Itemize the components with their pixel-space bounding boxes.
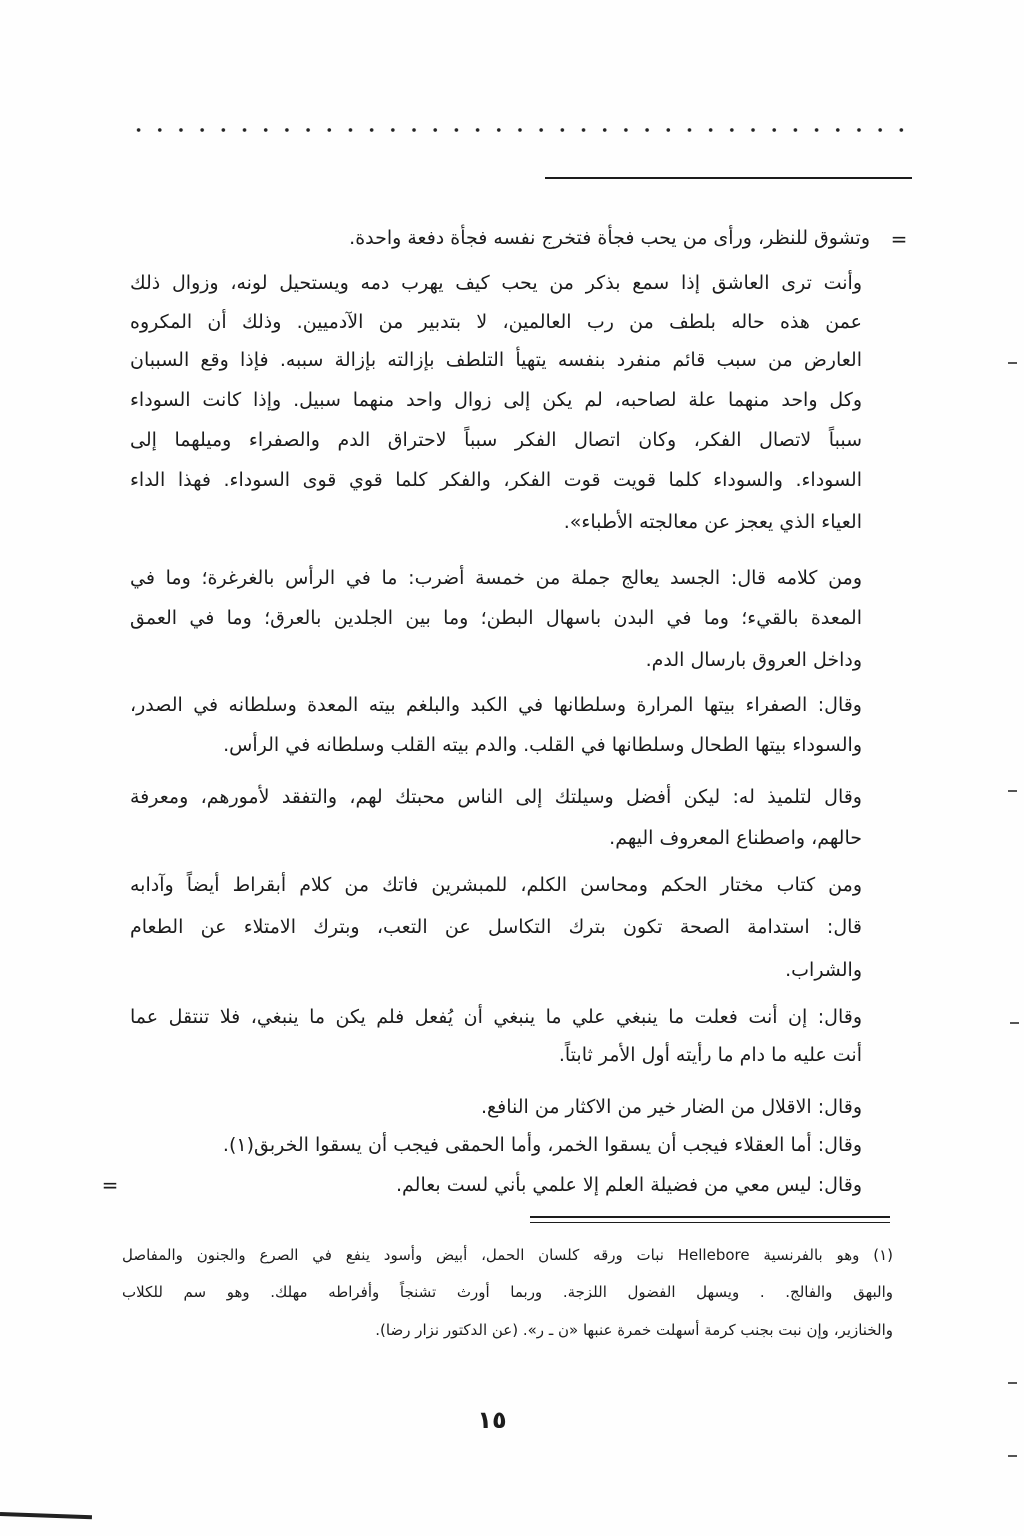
page-number: ١٥ — [477, 1406, 507, 1434]
saying-line: وقال: ليس معي من فضيلة العلم إلا علمي بأني لست بعالم. — [395, 1174, 862, 1196]
paragraph-line: السوداء. والسوداء كلما قويت قوت الفكر، والفكر كلما قوي قوى السوداء. فهذا الداء — [130, 469, 862, 491]
dotted-separator — [128, 127, 912, 133]
scan-mark — [1008, 790, 1017, 792]
continuation-mark: = — [890, 227, 908, 251]
saying-line: وقال: أما العقلاء فيجب أن يسقوا الخمر، وأما الحمقى فيجب أن يسقوا الخربق(١). — [222, 1134, 862, 1156]
scan-mark — [1008, 1382, 1017, 1384]
end-continuation-mark: = — [101, 1173, 119, 1197]
paragraph-line: وقال: الصفراء بيتها المرارة وسلطانها في الكبد والبلغم بيته المعدة وسلطانه في الصدر، — [130, 694, 862, 716]
paragraph-line: سبباً لاتصال الفكر، وكان اتصال الفكر سبباً لاحتراق الدم والصفراء وميلهما إلى — [130, 429, 862, 451]
paragraph-line: وقال لتلميذ له: ليكن أفضل وسيلتك إلى الناس محبتك لهم، والتفقد لأمورهم، ومعرفة — [130, 786, 862, 808]
scan-mark — [1010, 1022, 1019, 1024]
continuation-line: وتشوق للنظر، ورأى من يحب فجأة فتخرج نفسه فجأة دفعة واحدة. — [349, 227, 870, 249]
paragraph-line: عمن هذه حاله بلطف من رب العالمين، لا بتدبير من الآدميين. وذلك أن المكروه — [130, 311, 862, 333]
footnote-rule-top — [530, 1216, 890, 1218]
footnote-line: والخنازير، وإن نبت بجنب كرمة أسهلت خمرة عنبها «ن ـ ر». (عن الدكتور نزار رضا). — [375, 1321, 893, 1339]
footnote-line: والبهق والفالج. . ويسهل الفضول اللزجة. وربما أورث تشنجاً وأفراطه مهلك. وهو سم للكلاب — [122, 1283, 893, 1301]
header-rule — [545, 177, 912, 179]
paragraph-line: والسوداء بيتها الطحال وسلطانها في القلب. والدم بيته القلب وسلطانه في الرأس. — [223, 734, 862, 756]
paragraph-line: العياء الذي يعجز عن معالجته الأطباء». — [563, 511, 862, 533]
paragraph-line: وقال: إن أنت فعلت ما ينبغي علي ما ينبغي أن يُفعل فلم يكن ما ينبغي، فلا تنتقل عما — [130, 1006, 862, 1028]
paragraph-line: قال: استدامة الصحة تكون بترك التكاسل عن التعب، وبترك الامتلاء عن الطعام — [130, 916, 862, 938]
paragraph-line: وكل واحد منهما علة لصاحبه، لم يكن إلى زوال واحد منهما سبيل. وإذا كانت السوداء — [130, 389, 862, 411]
scan-mark — [1008, 1455, 1017, 1457]
paragraph-line: حالهم، واصطناع المعروف اليهم. — [609, 827, 862, 849]
footnote-line: (١) وهو بالفرنسية Hellebore نبات ورقه كلسان الحمل، أبيض وأسود ينفع في الصرع والجنون والمفاصل — [122, 1246, 893, 1264]
scan-mark — [1008, 362, 1017, 364]
paragraph-line: وأنت ترى العاشق إذا سمع بذكر من يحب كيف يهرب دمه ويستحيل لونه، وزوال ذلك — [130, 272, 862, 294]
paragraph-line: والشراب. — [785, 959, 862, 981]
paragraph-line: ومن كلامه قال: الجسد يعالج جملة من خمسة أضرب: ما في الرأس بالغرغرة؛ وما في — [130, 567, 862, 589]
footnote-rule-bottom — [530, 1222, 890, 1223]
paragraph-line: ومن كتاب مختار الحكم ومحاسن الكلم، للمبشرين فاتك من كلام أبقراط أيضاً وآدابه — [130, 874, 862, 896]
paragraph-line: المعدة بالقيء؛ وما في البدن باسهال البطن؛ وما بين الجلدين بالعرق؛ وما في العمق — [130, 607, 862, 629]
scan-edge-shadow — [0, 1512, 92, 1519]
saying-line: وقال: الاقلال من الضار خير من الاكثار من النافع. — [481, 1096, 862, 1118]
paragraph-line: وداخل العروق بارسال الدم. — [645, 649, 862, 671]
paragraph-line: أنت عليه ما دام ما رأيته أول الأمر ثابتاً. — [558, 1044, 862, 1066]
paragraph-line: العارض من سبب قائم منفرد بنفسه يتهيأ التلطف بإزالته بإزالة سببه. فإذا وقع السببان — [130, 349, 862, 371]
